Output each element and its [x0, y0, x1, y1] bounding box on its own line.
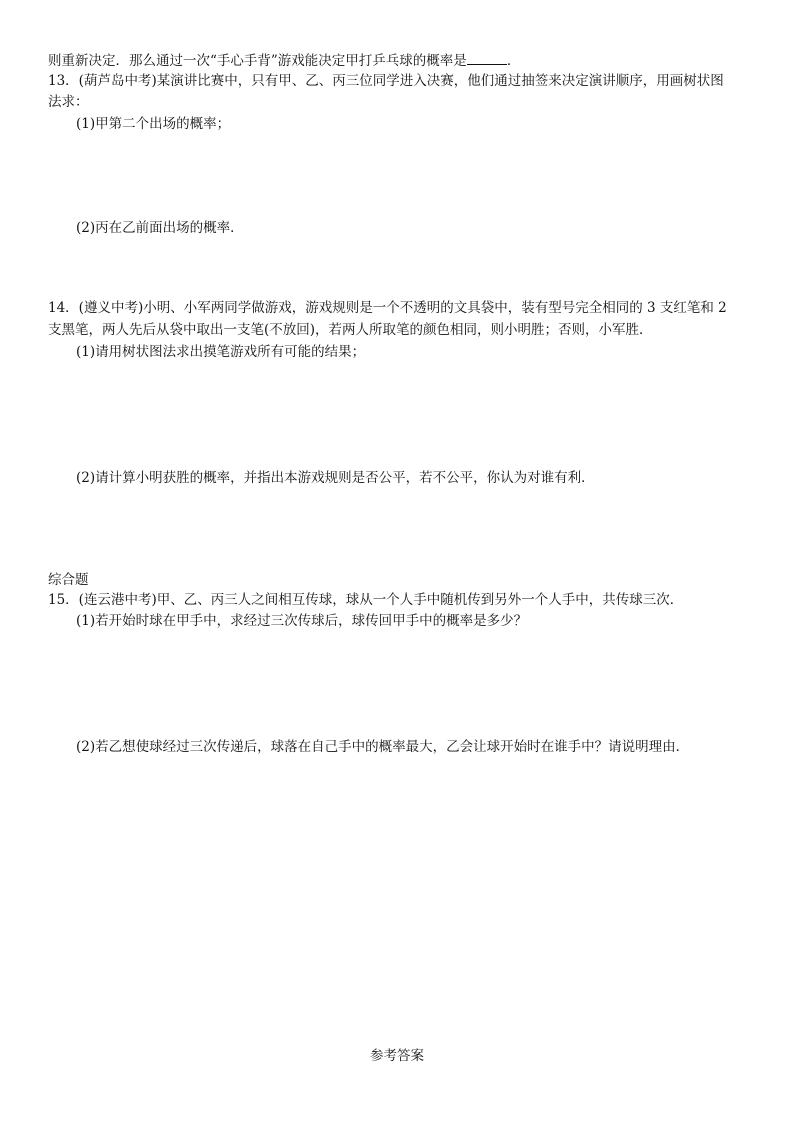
q15-part-1: (1)若开始时球在甲手中，求经过三次传球后，球传回甲手中的概率是多少？ [76, 613, 528, 629]
q14-line-1: 14．(遵义中考)小明、小军两同学做游戏，游戏规则是一个不透明的文具袋中，装有型号完全相同的 3 支红笔和 2 [48, 300, 727, 316]
section-title: 综合题 [48, 572, 89, 588]
q12-text-after-blank: ． [506, 53, 521, 69]
q12-line-1 [48, 51, 520, 70]
answer-key-heading: 参考答案 [370, 1048, 424, 1064]
q15-part-2: (2)若乙想使球经过三次传递后，球落在自己手中的概率最大，乙会让球开始时在谁手中？请说明理由． [76, 739, 690, 755]
q13-part-2: (2)丙在乙前面出场的概率． [76, 220, 244, 236]
q14-part-2: (2)请计算小明获胜的概率，并指出本游戏规则是否公平，若不公平，你认为对谁有利． [76, 470, 595, 486]
q13-line-1: 13．(葫芦岛中考)某演讲比赛中，只有甲、乙、丙三位同学进入决赛，他们通过抽签来决定演讲顺序，用画树状图 [48, 73, 724, 89]
q15-line-1: 15．(连云港中考)甲、乙、丙三人之间相互传球，球从一个人手中随机传到另外一个人手中，共传球三次． [48, 592, 684, 608]
q13-part-1: (1)甲第二个出场的概率； [76, 116, 231, 132]
q14-part-1: (1)请用树状图法求出摸笔游戏所有可能的结果； [76, 344, 366, 360]
q12-text-before-blank: 则重新决定．那么通过一次“手心手背”游戏能决定甲打乒乓球的概率是 [48, 53, 467, 69]
q13-line-2: 法求： [48, 94, 89, 110]
answer-blank[interactable] [467, 51, 507, 65]
q14-line-2: 支黑笔，两人先后从袋中取出一支笔(不放回)，若两人所取笔的颜色相同，则小明胜；否则，小军胜． [48, 322, 653, 338]
